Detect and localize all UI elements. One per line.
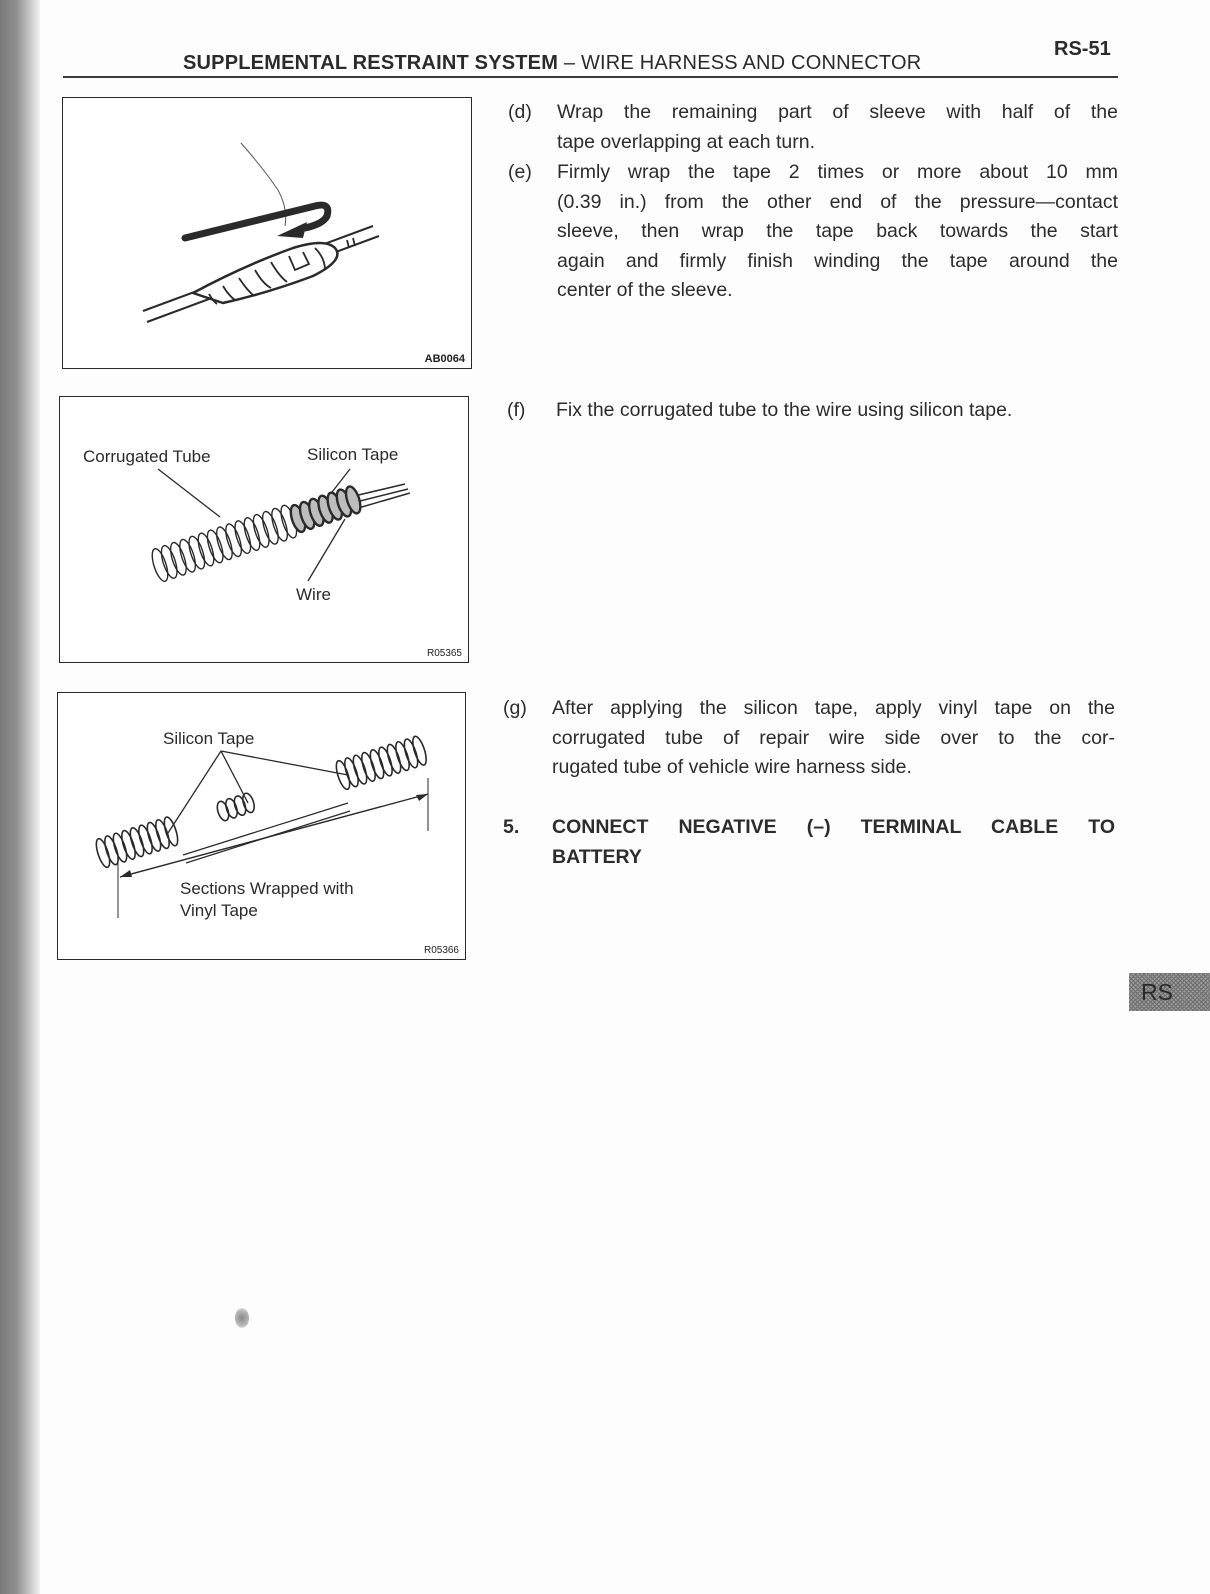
tape-ring bbox=[102, 834, 121, 866]
tube-ring bbox=[149, 547, 171, 583]
tape-ring bbox=[119, 829, 138, 861]
step-f bbox=[507, 396, 1119, 426]
label-sections-wrapped: Sections Wrapped with bbox=[180, 879, 354, 898]
label-silicon-tape: Silicon Tape bbox=[163, 729, 255, 748]
tape-ring bbox=[359, 751, 378, 783]
tape-ring bbox=[128, 826, 147, 858]
label-vinyl-tape: Vinyl Tape bbox=[180, 901, 258, 920]
tape-ring bbox=[376, 746, 395, 778]
figure-tape-wrapping bbox=[62, 97, 472, 369]
tube-ring bbox=[177, 538, 199, 574]
step-marker: 5. bbox=[503, 816, 520, 838]
tube-ring bbox=[259, 510, 281, 546]
step-d bbox=[508, 98, 1118, 157]
tape-ring bbox=[410, 735, 429, 767]
page-number: RS-51 bbox=[1054, 38, 1111, 60]
section-title-dash: – bbox=[563, 52, 576, 74]
figure-code: R05366 bbox=[423, 945, 459, 956]
tape-ring bbox=[162, 816, 181, 848]
step-line: Fix the corrugated tube to the wire using silicon tape. bbox=[556, 399, 1013, 421]
step-5 bbox=[503, 813, 1115, 872]
tube-ring bbox=[223, 522, 245, 558]
section-title bbox=[183, 52, 921, 75]
label-corrugated-tube: Corrugated Tube bbox=[83, 447, 211, 466]
tape-ring bbox=[94, 837, 113, 869]
section-title-sub: WIRE HARNESS AND CONNECTOR bbox=[580, 52, 922, 74]
step-marker: (g) bbox=[503, 697, 527, 719]
step-line: CONNECT NEGATIVE (–) TERMINAL CABLE TO bbox=[552, 816, 1115, 838]
tape-ring bbox=[334, 759, 353, 791]
step-line: Firmly wrap the tape 2 times or more about 10 mm bbox=[557, 161, 1118, 183]
tape-ring bbox=[385, 743, 404, 775]
tape-ring bbox=[136, 824, 155, 856]
step-line: corrugated tube of repair wire side over to the cor- bbox=[552, 726, 1115, 749]
figure-code: AB0064 bbox=[424, 353, 465, 365]
tube-ring bbox=[232, 519, 254, 555]
step-line: rugated tube of vehicle wire harness side. bbox=[552, 756, 912, 778]
tube-ring bbox=[195, 531, 217, 567]
tape-ring bbox=[215, 800, 231, 822]
tape-ring bbox=[241, 792, 257, 814]
step-g bbox=[503, 694, 1115, 783]
tape-ring bbox=[402, 738, 421, 770]
tube-ring bbox=[167, 541, 189, 577]
step-line: sleeve, then wrap the tape back towards the start bbox=[557, 220, 1118, 242]
tube-ring bbox=[204, 528, 226, 564]
header-rule bbox=[63, 76, 1118, 78]
figure-vinyl-tape bbox=[57, 692, 466, 960]
tape-ring bbox=[368, 748, 387, 780]
tape-ring bbox=[153, 818, 172, 850]
section-title-main: SUPPLEMENTAL RESTRAINT SYSTEM bbox=[183, 52, 559, 74]
page-binding-shadow bbox=[0, 0, 40, 1594]
step-marker: (f) bbox=[507, 399, 526, 421]
figure-code: R05365 bbox=[426, 648, 462, 659]
tube-ring bbox=[250, 513, 272, 549]
tube-ring bbox=[269, 507, 291, 543]
step-marker: (e) bbox=[508, 161, 532, 183]
tube-ring bbox=[241, 516, 263, 552]
tape-ring bbox=[342, 756, 361, 788]
tape-wrap-illustration bbox=[63, 98, 471, 368]
section-tab-label: RS bbox=[1141, 978, 1173, 1005]
step-marker: (d) bbox=[508, 101, 532, 123]
tube-ring bbox=[158, 544, 180, 580]
page-smudge bbox=[235, 1308, 249, 1328]
step-line: After applying the silicon tape, apply vinyl tape on the bbox=[552, 697, 1115, 719]
step-line: center of the sleeve. bbox=[557, 279, 733, 301]
step-line: Wrap the remaining part of sleeve with half of the bbox=[557, 101, 1118, 123]
tube-ring bbox=[213, 525, 235, 561]
tape-ring bbox=[351, 754, 370, 786]
step-e bbox=[508, 158, 1118, 306]
corrugated-tube-illustration bbox=[60, 397, 468, 662]
step-line: again and firmly finish winding the tape around the bbox=[557, 249, 1118, 272]
label-wire: Wire bbox=[296, 585, 331, 604]
figure-corrugated-tube bbox=[59, 396, 469, 663]
tape-ring bbox=[224, 797, 240, 819]
tape-ring bbox=[393, 740, 412, 772]
section-tab-rs bbox=[1129, 973, 1210, 1011]
tape-ring bbox=[111, 832, 130, 864]
step-line: BATTERY bbox=[552, 845, 642, 868]
tube-ring bbox=[186, 535, 208, 571]
vinyl-tape-illustration bbox=[58, 693, 465, 959]
label-silicon-tape: Silicon Tape bbox=[307, 445, 399, 464]
tape-ring bbox=[145, 821, 164, 853]
step-line: tape overlapping at each turn. bbox=[557, 130, 816, 153]
step-line: (0.39 in.) from the other end of the pressure—contact bbox=[557, 190, 1118, 213]
